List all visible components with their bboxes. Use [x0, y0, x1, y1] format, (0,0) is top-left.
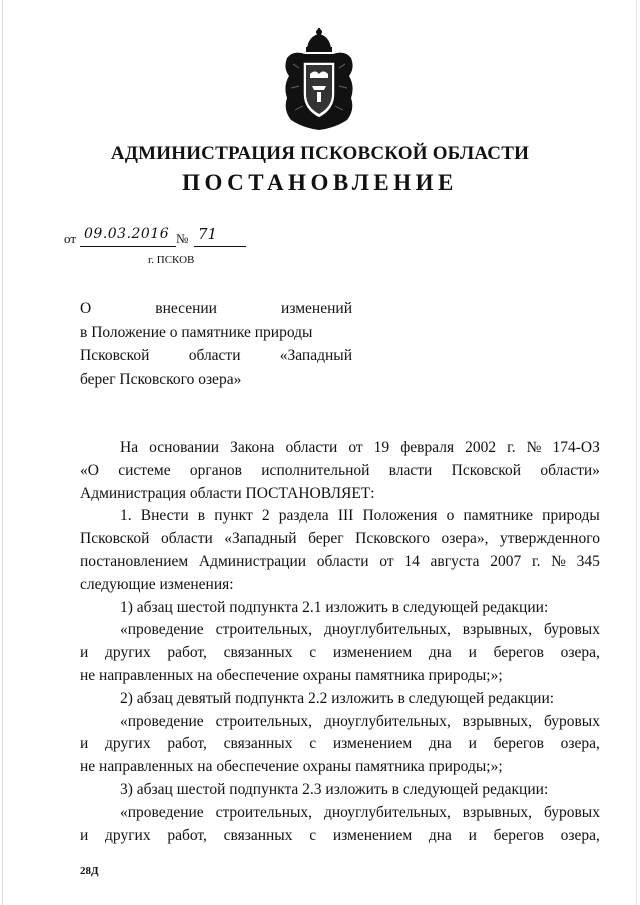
handwritten-number: 71: [198, 225, 218, 243]
body-line: 3) абзац шестой подпункта 2.3 изложить в следующей редакции:: [120, 780, 549, 798]
body-word: берегов: [493, 644, 544, 662]
body-word: Администрации: [198, 552, 307, 570]
body-word: 2: [261, 507, 270, 525]
body-line: [80, 825, 600, 848]
body-word: дна: [428, 735, 452, 753]
body-word: изменением: [332, 735, 413, 753]
document-type-title: ПОСТАНОВЛЕНИЕ: [182, 170, 458, 195]
body-word: Псковской: [80, 530, 150, 548]
body-word: и: [80, 826, 89, 844]
body-word: г.: [507, 439, 516, 456]
body-word: области: [285, 439, 338, 456]
subject-line-4: берег Псковского озера»: [80, 370, 242, 388]
body-word: и: [468, 644, 477, 662]
body-word: 2002: [465, 439, 497, 456]
body-word: буровых: [543, 621, 600, 639]
body-word: августа: [430, 552, 480, 570]
subject-line-1: О внесении изменений: [80, 300, 352, 317]
body-word: строительных,: [215, 621, 313, 639]
body-line: 2) абзац девятый подпункта 2.2 изложить в следующей редакции:: [120, 689, 555, 707]
handwritten-date: 09.03.2016: [84, 226, 170, 242]
body-word: пункт: [214, 507, 253, 525]
body-word: изменением: [332, 644, 413, 662]
body-word: 14: [404, 552, 420, 570]
body-word: с: [309, 826, 317, 844]
body-word: изменением: [332, 826, 413, 844]
body-word: от: [348, 439, 363, 456]
body-word: берег: [308, 530, 344, 548]
body-line: [80, 619, 600, 642]
body-word: «проведение: [120, 621, 204, 639]
body-word: органов: [189, 461, 242, 479]
body-word: других: [105, 644, 151, 662]
body-line: Администрация области ПОСТАНОВЛЯЕТ:: [80, 484, 375, 502]
body-word: работ,: [167, 644, 207, 662]
body-word: связанных: [223, 735, 293, 753]
body-word: озера,: [560, 644, 600, 662]
body-word: февраля: [400, 439, 455, 456]
body-word: 174-ОЗ: [552, 439, 600, 456]
body-word: связанных: [223, 644, 293, 662]
footer-code: 28Д: [80, 865, 99, 877]
document-body: [80, 437, 600, 847]
body-word: 345: [576, 552, 600, 570]
subject-line-3: Псковской области «Западный: [80, 347, 352, 364]
body-word: взрывных,: [462, 712, 533, 730]
body-word: основании: [149, 439, 220, 456]
body-word: Положения: [362, 507, 438, 525]
body-word: взрывных,: [462, 803, 533, 821]
body-word: «проведение: [120, 803, 204, 821]
body-word: дноуглубительных,: [323, 712, 451, 730]
document-date-number: [64, 226, 264, 256]
body-word: 1.: [120, 507, 132, 525]
body-word: №: [551, 552, 566, 570]
body-word: Псковской: [451, 461, 522, 479]
body-word: дна: [428, 644, 452, 662]
body-line: [80, 642, 600, 665]
body-word: раздела: [278, 507, 329, 525]
body-word: о: [446, 507, 455, 525]
body-word: области: [160, 530, 213, 548]
body-word: утвержденного: [500, 530, 600, 548]
body-word: природы: [542, 507, 600, 525]
document-subject: [80, 297, 352, 391]
subject-line-2: в Положение о памятнике природы: [80, 323, 313, 341]
body-word: области: [316, 552, 369, 570]
number-prefix: №: [176, 231, 189, 246]
body-line: следующие изменения:: [80, 575, 234, 593]
body-word: дноуглубительных,: [323, 621, 451, 639]
body-line: [80, 505, 600, 528]
body-line: 1) абзац шестой подпункта 2.1 изложить в следующей редакции:: [120, 598, 549, 616]
body-word: озера»,: [441, 530, 489, 548]
body-word: и: [80, 644, 89, 662]
body-line: [80, 437, 600, 460]
body-word: работ,: [167, 826, 207, 844]
city-label: г. ПСКОВ: [148, 254, 195, 266]
body-line: [80, 802, 600, 825]
body-word: с: [309, 735, 317, 753]
body-word: и: [468, 826, 477, 844]
body-word: г.: [531, 552, 541, 570]
body-word: Псковского: [355, 530, 431, 548]
body-word: На: [120, 439, 139, 456]
body-word: области»: [540, 461, 600, 479]
scan-edge-right: [636, 0, 637, 905]
body-word: от: [379, 552, 394, 570]
body-word: строительных,: [215, 803, 313, 821]
body-word: взрывных,: [462, 621, 533, 639]
organization-title: АДМИНИСТРАЦИЯ ПСКОВСКОЙ ОБЛАСТИ: [110, 143, 530, 164]
body-word: буровых: [543, 803, 600, 821]
body-word: исполнительной: [261, 461, 370, 479]
date-underline: [80, 246, 176, 247]
body-line: [80, 711, 600, 734]
body-line: [80, 460, 600, 483]
body-word: озера,: [560, 826, 600, 844]
body-word: III: [337, 507, 354, 525]
body-word: связанных: [223, 826, 293, 844]
scan-edge-left: [2, 0, 3, 905]
body-word: Внести: [140, 507, 189, 525]
body-word: и: [468, 735, 477, 753]
body-word: 19: [373, 439, 390, 456]
body-line: не направленных на обеспечение охраны памятника природы;»;: [80, 666, 503, 684]
body-word: буровых: [543, 712, 600, 730]
body-word: Закона: [230, 439, 275, 456]
body-word: постановлением: [80, 552, 189, 570]
body-word: 2007: [490, 552, 522, 570]
body-word: строительных,: [215, 712, 313, 730]
body-word: других: [105, 735, 151, 753]
body-word: памятнике: [463, 507, 533, 525]
body-word: озера,: [560, 735, 600, 753]
number-underline: [194, 246, 246, 247]
body-word: «О: [80, 461, 99, 479]
body-word: других: [105, 826, 151, 844]
body-line: [80, 528, 600, 551]
body-line: не направленных на обеспечение охраны памятника природы;»;: [80, 758, 503, 776]
body-word: с: [309, 644, 317, 662]
body-word: дноуглубительных,: [323, 803, 451, 821]
body-word: «проведение: [120, 712, 204, 730]
body-word: №: [526, 439, 542, 456]
body-word: «Западный: [224, 530, 297, 548]
body-word: работ,: [167, 735, 207, 753]
body-line: [80, 551, 600, 574]
body-line: [80, 733, 600, 756]
body-word: берегов: [493, 735, 544, 753]
date-prefix: от: [64, 231, 77, 246]
body-word: дна: [428, 826, 452, 844]
body-word: в: [197, 507, 206, 525]
coat-of-arms-emblem: [279, 28, 359, 132]
body-word: и: [80, 735, 89, 753]
body-word: системе: [118, 461, 171, 479]
body-word: власти: [388, 461, 433, 479]
body-word: берегов: [493, 826, 544, 844]
